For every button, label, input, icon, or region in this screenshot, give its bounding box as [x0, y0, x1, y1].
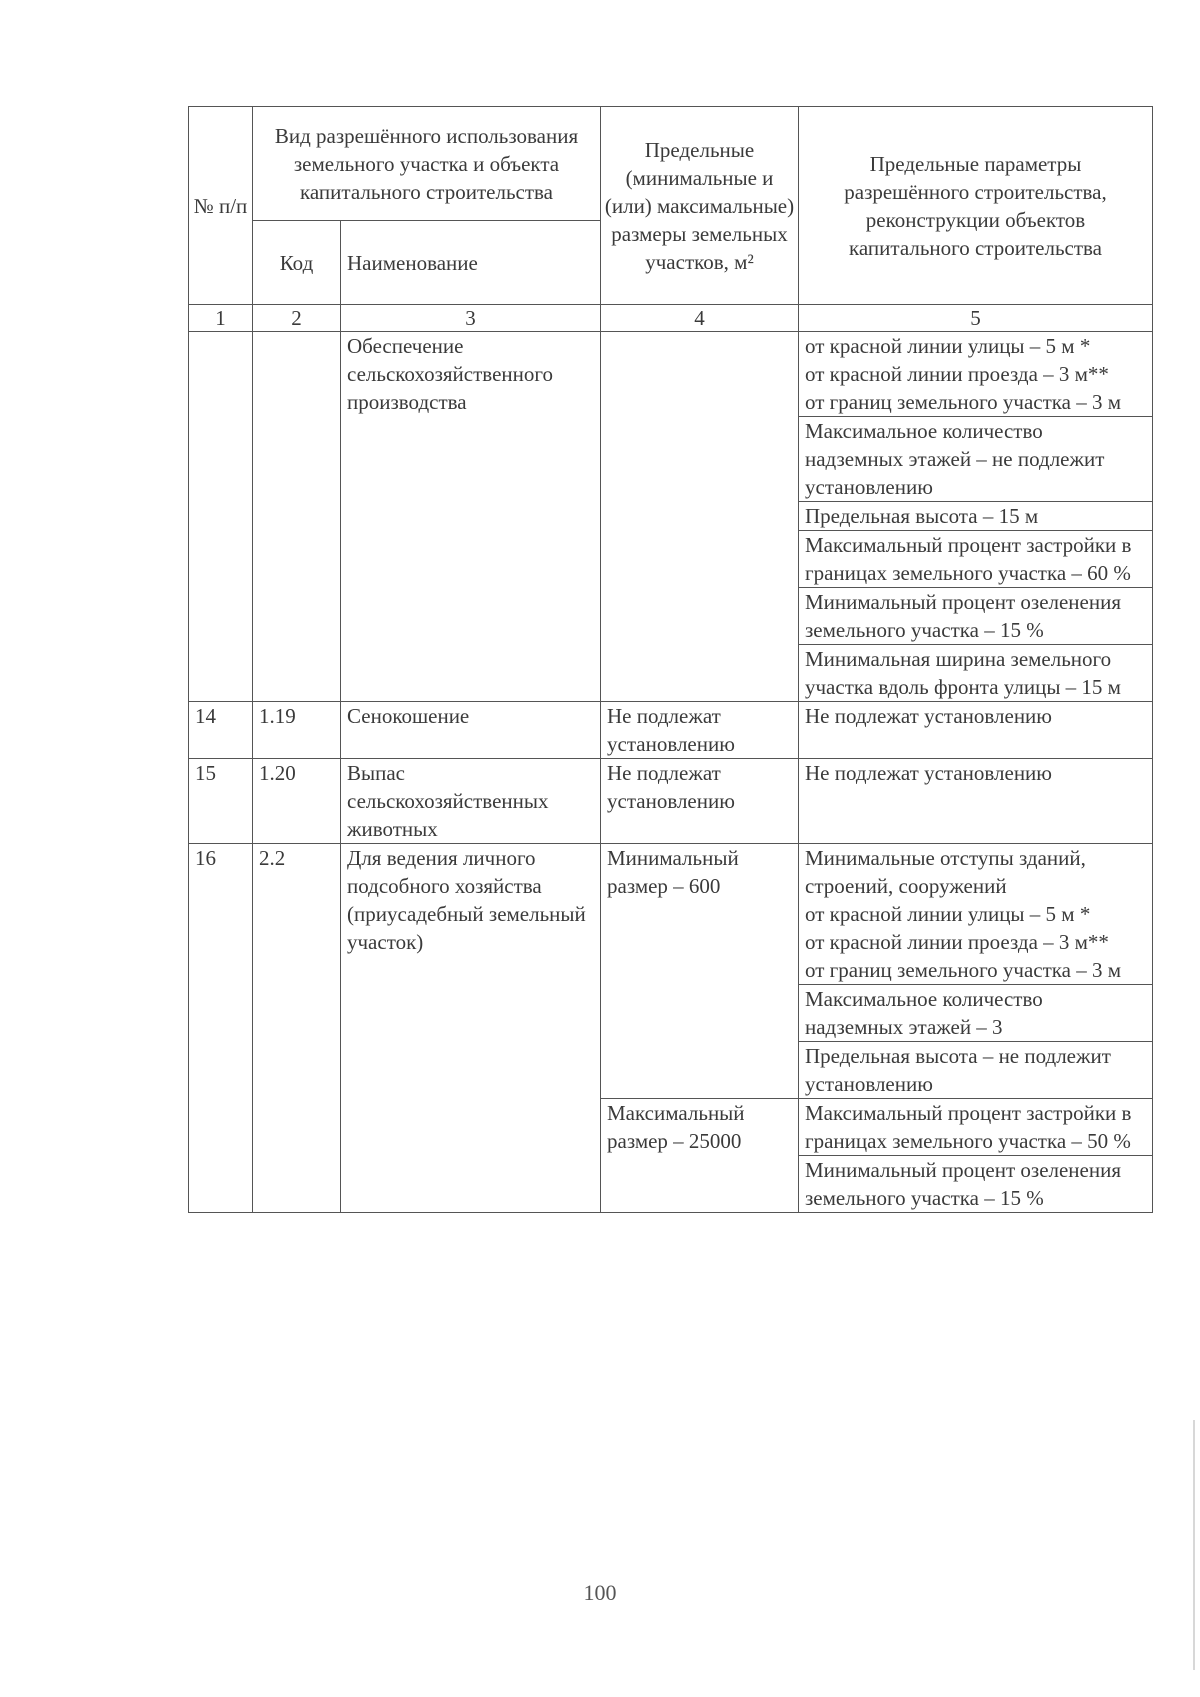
cont-num-cell [189, 332, 253, 702]
header-parametry: Предельные параметры разрешённого строительства, реконструкции объектов капитального строительства [799, 107, 1153, 305]
row-code: 1.19 [253, 702, 341, 759]
param-cell: Минимальный процент озеленения земельного участка – 15 % [799, 588, 1153, 645]
table-row [189, 702, 1153, 759]
header-kod: Код [253, 221, 341, 305]
header-naimenovanie: Наименование [341, 221, 601, 305]
index-cell-2: 2 [253, 305, 341, 332]
row-params: Не подлежат установлению [799, 702, 1153, 759]
param-cell: Предельная высота – не подлежит установлению [799, 1042, 1153, 1099]
row-num: 16 [189, 844, 253, 1213]
index-cell-5: 5 [799, 305, 1153, 332]
param-cell: Предельная высота – 15 м [799, 502, 1153, 531]
cont-size-cell [601, 332, 799, 702]
param-cell: Минимальная ширина земельного участка вдоль фронта улицы – 15 м [799, 645, 1153, 702]
row-code: 2.2 [253, 844, 341, 1213]
scan-edge-line [1193, 1420, 1195, 1670]
param-cell: Максимальный процент застройки в границах земельного участка – 60 % [799, 531, 1153, 588]
row-num: 14 [189, 702, 253, 759]
page-number: 100 [583, 1580, 617, 1605]
row-params: Не подлежат установлению [799, 759, 1153, 844]
table-row [189, 332, 1153, 417]
index-cell-1: 1 [189, 305, 253, 332]
row-size-min: Минимальный размер – 600 [601, 844, 799, 1099]
table-row [189, 759, 1153, 844]
cont-name-cell: Обеспечение сельскохозяйственного производства [341, 332, 601, 702]
header-razmery: Предельные (минимальные и (или) максимальные) размеры земельных участков, м² [601, 107, 799, 305]
row-name: Для ведения личного подсобного хозяйства (приусадебный земельный участок) [341, 844, 601, 1213]
table-row [189, 844, 1153, 985]
row-num: 15 [189, 759, 253, 844]
param-cell: Минимальный процент озеленения земельного участка – 15 % [799, 1156, 1153, 1213]
param-cell: Максимальный процент застройки в границах земельного участка – 50 % [799, 1099, 1153, 1156]
index-cell-3: 3 [341, 305, 601, 332]
header-vid-group: Вид разрешённого использования земельного участка и объекта капитального строительства [253, 107, 601, 221]
param-cell: Максимальное количество надземных этажей – не подлежит установлению [799, 417, 1153, 502]
param-cell: Максимальное количество надземных этажей – 3 [799, 985, 1153, 1042]
header-num: № п/п [189, 107, 253, 305]
row-name: Сенокошение [341, 702, 601, 759]
row-size: Не подлежат установлению [601, 702, 799, 759]
param-cell: от красной линии улицы – 5 м * от красной линии проезда – 3 м** от границ земельного участка – 3 м [799, 332, 1153, 417]
cont-code-cell [253, 332, 341, 702]
row-name: Выпас сельскохозяйственных животных [341, 759, 601, 844]
regulations-table [188, 106, 1153, 1213]
index-cell-4: 4 [601, 305, 799, 332]
row-size: Не подлежат установлению [601, 759, 799, 844]
param-cell: Минимальные отступы зданий, строений, сооружений от красной линии улицы – 5 м * от красной линии проезда – 3 м** от границ земельного участка – 3 м [799, 844, 1153, 985]
row-size-max: Максимальный размер – 25000 [601, 1099, 799, 1213]
row-code: 1.20 [253, 759, 341, 844]
